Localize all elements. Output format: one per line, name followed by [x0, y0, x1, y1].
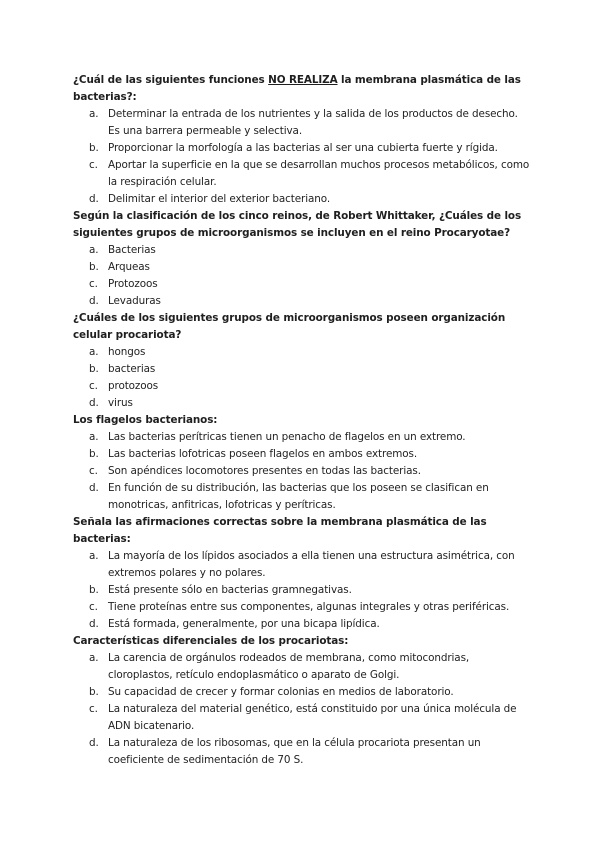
option-item: c. Protozoos [89, 278, 158, 290]
option-item: a. Bacterias [89, 244, 156, 256]
question-3: ¿Cuáles de los siguientes grupos de microorganismos poseen organización celular procariota? [73, 312, 506, 341]
question-3-options [73, 344, 530, 412]
option-item: c. Son apéndices locomotores presentes en todas las bacterias. [89, 465, 421, 477]
option-item: b. bacterias [89, 363, 156, 375]
option-item: c. Aportar la superficie en la que se desarrollan muchos procesos metabólicos, como la respiración celular. [89, 159, 530, 188]
option-item: b. Está presente sólo en bacterias gramnegativas. [89, 584, 352, 596]
option-item: b. Las bacterias lofotricas poseen flagelos en ambos extremos. [89, 448, 418, 460]
option-item: a. Las bacterias perítricas tienen un penacho de flagelos en un extremo. [89, 431, 466, 443]
option-item: b. Su capacidad de crecer y formar colonias en medios de laboratorio. [89, 686, 454, 698]
question-6-options [73, 650, 530, 769]
question-1-emphasis: NO REALIZA [268, 74, 338, 86]
question-5: Señala las afirmaciones correctas sobre la membrana plasmática de las bacterias: [73, 516, 487, 545]
option-item: c. Tiene proteínas entre sus componentes, algunas integrales y otras periféricas. [89, 601, 510, 613]
option-item: d. Levaduras [89, 295, 161, 307]
option-item: c. La naturaleza del material genético, está constituido por una única molécula de ADN bicatenario. [89, 703, 517, 732]
option-item: d. Está formada, generalmente, por una bicapa lipídica. [89, 618, 380, 630]
option-item: d. virus [89, 397, 133, 409]
option-item: d. Delimitar el interior del exterior bacteriano. [89, 193, 331, 205]
option-item: c. protozoos [89, 380, 159, 392]
question-4: Los flagelos bacterianos: [73, 414, 218, 426]
option-item: d. La naturaleza de los ribosomas, que en la célula procariota presentan un coeficiente de sedimentación de 70 S. [89, 737, 481, 766]
option-item: a. Determinar la entrada de los nutrientes y la salida de los productos de desecho. Es una barrera permeable y selectiva. [89, 108, 518, 137]
question-5-options [73, 548, 530, 633]
question-2: Según la clasificación de los cinco reinos, de Robert Whittaker, ¿Cuáles de los siguientes grupos de microorganismos se incluyen en el reino Procaryotae? [73, 210, 522, 239]
question-1-options [73, 106, 530, 208]
option-item: b. Arqueas [89, 261, 150, 273]
option-item: b. Proporcionar la morfología a las bacterias al ser una cubierta fuerte y rígida. [89, 142, 498, 154]
question-6: Características diferenciales de los procariotas: [73, 635, 349, 647]
option-item: a. La carencia de orgánulos rodeados de membrana, como mitocondrias, cloroplastos, retículo endoplasmático o aparato de Golgi. [89, 652, 470, 681]
question-2-options [73, 242, 530, 310]
question-4-options [73, 429, 530, 514]
question-1: ¿Cuál de las siguientes funciones NO REALIZA la membrana plasmática de las bacterias?: [73, 74, 521, 103]
option-item: d. En función de su distribución, las bacterias que los poseen se clasifican en monotricas, anfitricas, lofotricas y perítricas. [89, 482, 489, 511]
option-item: a. hongos [89, 346, 146, 358]
option-item: a. La mayoría de los lípidos asociados a ella tienen una estructura asimétrica, con extremos polares y no polares. [89, 550, 515, 579]
